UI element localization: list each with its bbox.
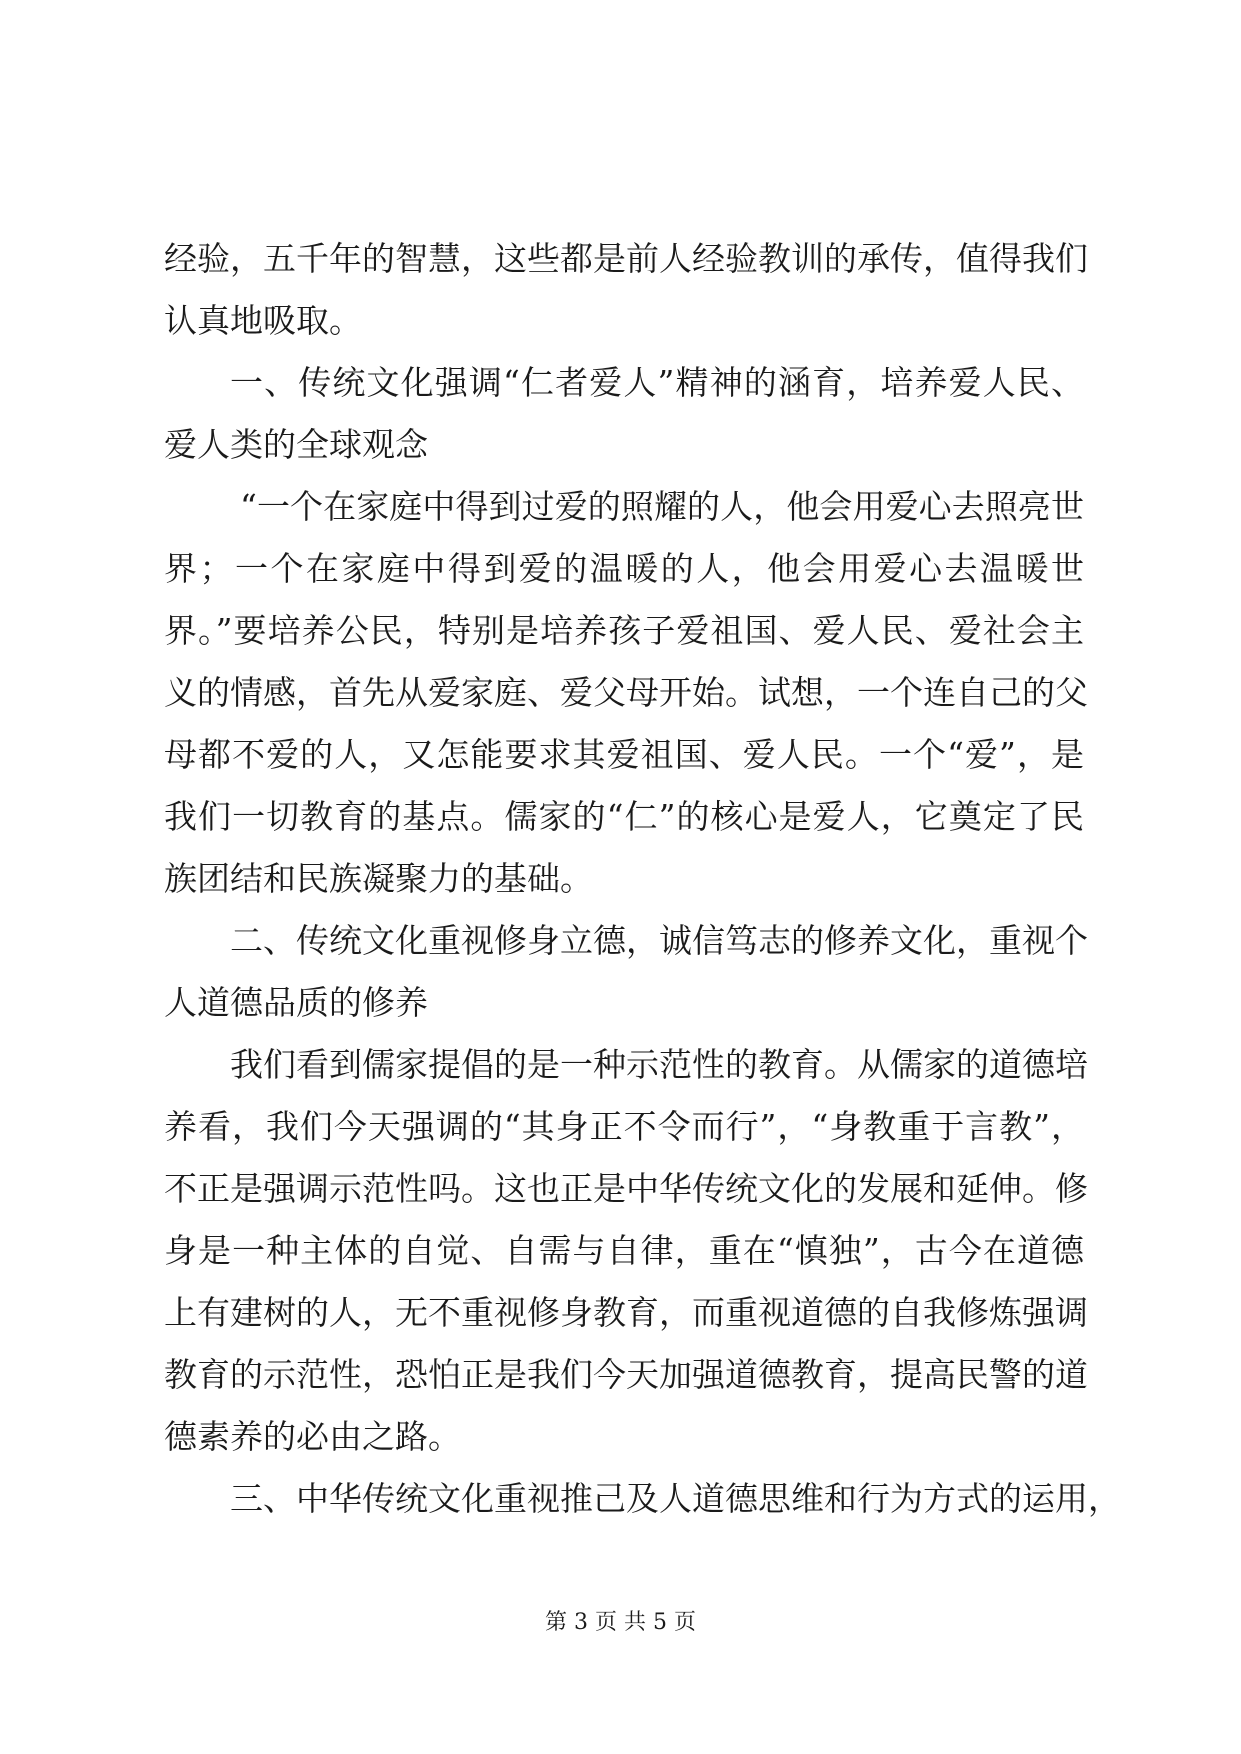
page-number-footer: 第 3 页 共 5 页 [545, 1610, 696, 1635]
section-heading-1-line: 一、传统文化强调“仁者爱人”精神的涵育，培养爱人民、 [230, 363, 1084, 402]
text-line: 界。”要培养公民，特别是培养孩子爱祖国、爱人民、爱社会主 [164, 611, 1084, 650]
text-line: 我们一切教育的基点。儒家的“仁”的核心是爱人，它奠定了民 [164, 797, 1084, 836]
text-line: “一个在家庭中得到过爱的照耀的人，他会用爱心去照亮世 [240, 487, 1084, 526]
text-line: 不正是强调示范性吗。这也正是中华传统文化的发展和延伸。修 [164, 1169, 1088, 1208]
text-line: 我们看到儒家提倡的是一种示范性的教育。从儒家的道德培 [230, 1045, 1088, 1084]
text-line: 教育的示范性，恐怕正是我们今天加强道德教育，提高民警的道 [164, 1355, 1088, 1394]
text-line: 上有建树的人，无不重视修身教育，而重视道德的自我修炼强调 [164, 1293, 1088, 1332]
text-line: 养看，我们今天强调的“其身正不令而行”，“身教重于言教”， [164, 1107, 1084, 1146]
section-heading-2-line: 人道德品质的修养 [164, 983, 428, 1022]
text-line: 德素养的必由之路。 [164, 1417, 461, 1456]
text-line: 义的情感，首先从爱家庭、爱父母开始。试想，一个连自己的父 [164, 673, 1088, 712]
text-line: 身是一种主体的自觉、自需与自律，重在“慎独”，古今在道德 [164, 1231, 1084, 1270]
body-text [164, 228, 1121, 1530]
text-line: 经验，五千年的智慧，这些都是前人经验教训的承传，值得我们 [164, 239, 1088, 278]
section-heading-1-line: 爱人类的全球观念 [164, 425, 428, 464]
section-heading-3-line: 三、中华传统文化重视推己及人道德思维和行为方式的运用， [230, 1479, 1121, 1518]
text-line: 界；一个在家庭中得到爱的温暖的人，他会用爱心去温暖世 [164, 549, 1084, 588]
text-line: 认真地吸取。 [164, 301, 362, 340]
text-line: 族团结和民族凝聚力的基础。 [164, 859, 593, 898]
section-heading-2-line: 二、传统文化重视修身立德，诚信笃志的修养文化，重视个 [230, 921, 1088, 960]
text-line: 母都不爱的人，又怎能要求其爱祖国、爱人民。一个“爱”，是 [164, 735, 1084, 774]
